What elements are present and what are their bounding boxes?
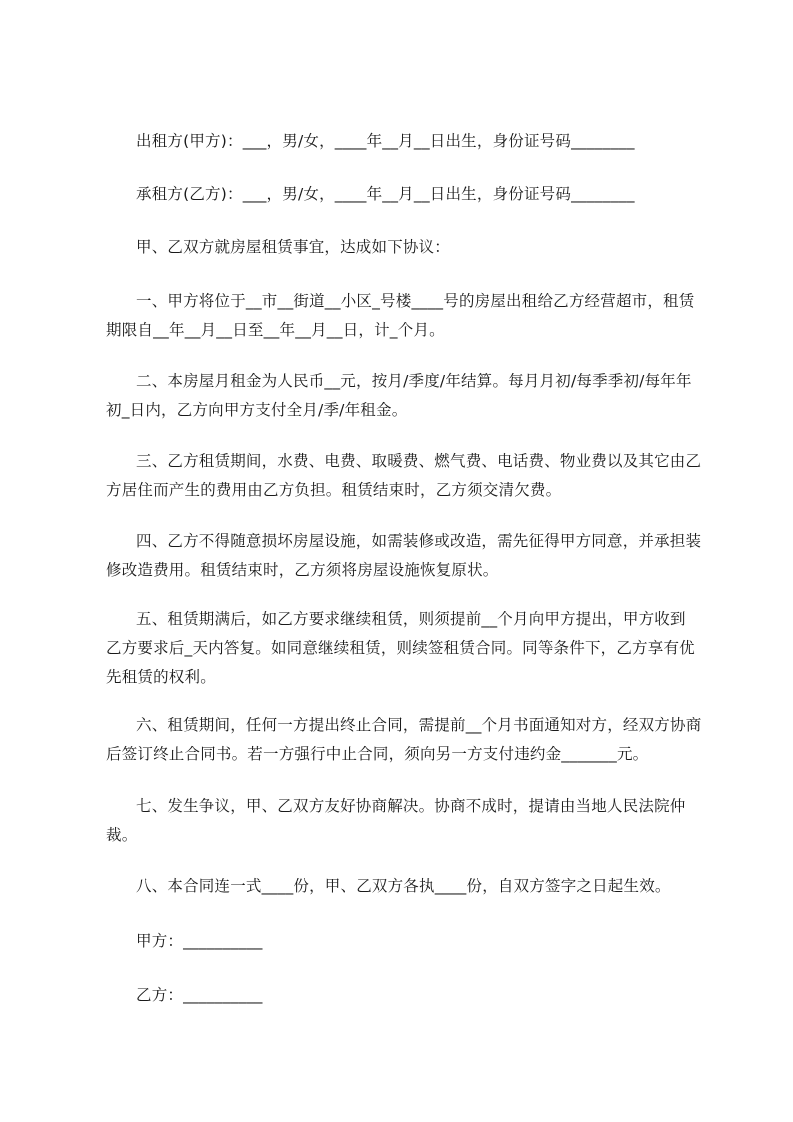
clause-3-text: 三、乙方租赁期间，水费、电费、取暖费、燃气费、电话费、物业费以及其它由乙方居住而产生的费用由乙方负担。租赁结束时，乙方须交清欠费。 (106, 452, 702, 499)
lessee-line: 承租方(乙方)：___，男/女，____年__月__日出生，身份证号码________ (136, 185, 635, 203)
clause-5-text: 五、租赁期满后，如乙方要求继续租赁，则须提前__个月向甲方提出，甲方收到 乙方要求后_天内答复。如同意继续租赁，则续签租赁合同。同等条件下，乙方享有优先租赁的权利。 (106, 610, 695, 686)
signature-party-a: 甲方：__________ (136, 932, 263, 950)
clause-4 (106, 527, 706, 585)
clause-6 (106, 711, 706, 769)
clause-4-text: 四、乙方不得随意损坏房屋设施，如需装修或改造，需先征得甲方同意，并承担装修改造费用。租赁结束时，乙方须将房屋设施恢复原状。 (106, 532, 702, 579)
clause-5 (106, 605, 706, 692)
clause-2-text: 二、本房屋月租金为人民币__元，按月/季度/年结算。每月月初/每季季初/每年年初_日内，乙方向甲方支付全月/季/年租金。 (106, 372, 692, 419)
clause-7-text: 七、发生争议，甲、乙双方友好协商解决。协商不成时，提请由当地人民法院仲裁。 (106, 797, 686, 844)
clause-1 (106, 287, 706, 345)
intro-line: 甲、乙双方就房屋租赁事宜，达成如下协议： (136, 238, 451, 256)
lessor-line: 出租方(甲方)：___，男/女，____年__月__日出生，身份证号码________ (136, 132, 635, 150)
clause-2 (106, 367, 706, 425)
clause-1-text: 一、甲方将位于__市__街道__小区_号楼____号的房屋出租给乙方经营超市，租赁期限自__年__月__日至__年__月__日，计_个月。 (106, 292, 695, 339)
clause-8: 八、本合同连一式____份，甲、乙双方各执____份，自双方签字之日起生效。 (136, 877, 671, 895)
signature-party-b: 乙方：__________ (136, 986, 263, 1004)
clause-7 (106, 792, 706, 850)
clause-6-text: 六、租赁期间，任何一方提出终止合同，需提前__个月书面通知对方，经双方协商后签订终止合同书。若一方强行中止合同，须向另一方支付违约金_______元。 (106, 716, 702, 763)
clause-3 (106, 447, 706, 505)
